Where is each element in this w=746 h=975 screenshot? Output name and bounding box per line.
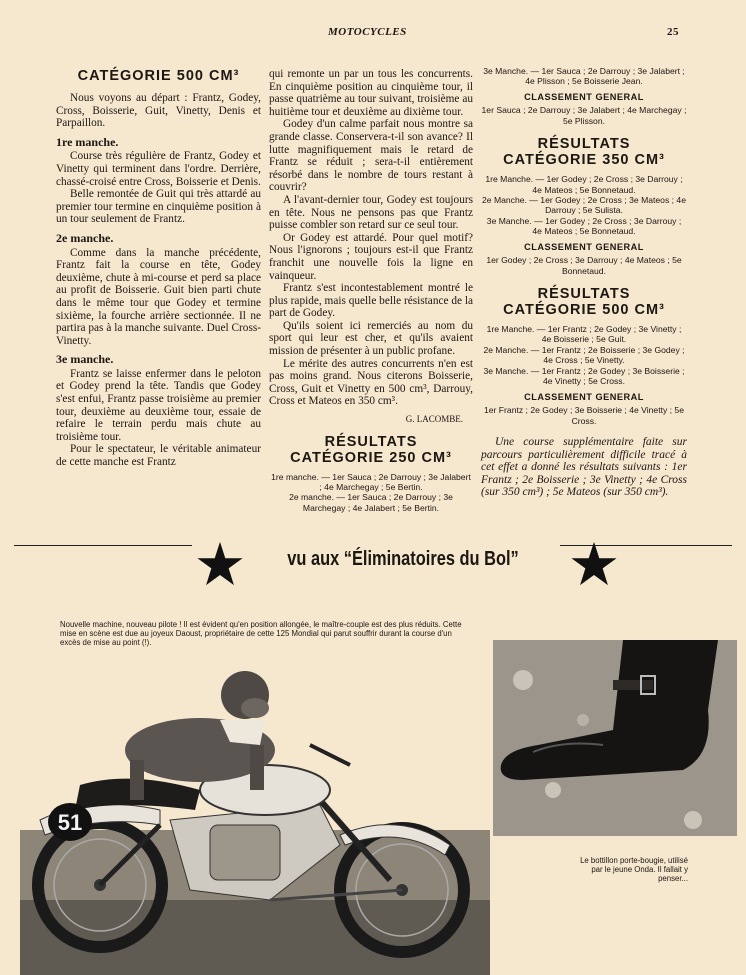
paragraph: Comme dans la manche précédente, Frantz fait la course en tête, Godey deuxième, chute à mi-course et perd sa place au profit de Boisserie. Guit bien parti chute dans le même tour que Godey et termine sixième, la fourche arrière sectionnée. Il ne partira pas à la manche suivante. Duel Cross-Vinetty. [56, 246, 261, 347]
paragraph: Or Godey est attardé. Pour quel motif? Nous l'ignorons ; toujours est-il que Frantz franchit une nouvelle fois la ligne en vainqueur. [269, 231, 473, 282]
column-3 [481, 66, 687, 499]
paragraph: Frantz s'est incontestablement montré le plus rapide, mais quelle belle résistance de la part de Godey. [269, 282, 473, 320]
section-title-500: CATÉGORIE 500 CM³ [77, 68, 240, 84]
extra-race-note: Une course supplémentaire faite sur parcours particulièrement difficile tracé à cet effet a donné les résultats suivants : 1er Frantz ; 2e Boisserie ; 3e Vinetty ; 4e Cross (sur 350 cm³) ; 5e Mateos (sur 350 cm³). [481, 435, 687, 499]
heading-manche-3: 3e manche. [56, 352, 114, 367]
column-1 [56, 68, 261, 469]
result-line: 1er Godey ; 2e Cross ; 3e Darrouy ; 4e Mateos ; 5e Bonnetaud. [486, 255, 682, 276]
paragraph: Pour le spectateur, le véritable animateur de cette manche est Frantz [56, 443, 261, 469]
result-line: 2e manche. — 1er Sauca ; 2e Darrouy ; 3e Marchegay ; 4e Jalabert ; 5e Bertin. [289, 492, 453, 513]
results-title-350: RÉSULTATS CATÉGORIE 350 CM³ [503, 136, 665, 169]
boot-photo [493, 640, 737, 836]
photo-caption-right: Le bottillon porte-bougie, utilisé par le jeune Onda. Il fallait y penser... [580, 856, 688, 883]
result-line: 1re manche. — 1er Sauca ; 2e Darrouy ; 3e Jalabert ; 4e Marchegay ; 5e Bertin. [271, 471, 471, 493]
result-line: 3e Manche. — 1er Godey ; 2e Cross ; 3e Darrouy ; 4e Mateos ; 5e Bonnetaud. [486, 215, 682, 237]
classement-general-heading: CLASSEMENT GENERAL [524, 91, 644, 102]
banner-rule-left [14, 545, 192, 546]
results-title-500: RÉSULTATS CATÉGORIE 500 CM³ [503, 286, 665, 319]
paragraph: qui remonte un par un tous les concurrents. En cinquième position au cinquième tour, il passe quatrième au tour suivant, troisième au huitième tour et deuxième au dixième tour. [269, 68, 473, 118]
running-header: MOTOCYCLES [328, 26, 407, 38]
paragraph: Qu'ils soient ici remerciés au nom du sport qui leur est cher, et qu'ils avaient mission de présenter à un public profane. [269, 319, 473, 358]
paragraph: Belle remontée de Guit qui très attardé au premier tour termine en cinquième position à un tour seulement de Frantz. [56, 188, 261, 226]
paragraph: Frantz se laisse enfermer dans le peloton et Godey prend la tête. Tandis que Godey s'est enfui, Frantz passe troisième au premier tour, deuxième au deuxième tour, essaie de refaire le terrain perdu mais chute au troisième tour. [56, 367, 261, 443]
paragraph: Le mérite des autres concurrents n'en est pas moins grand. Nous citerons Boisserie, Cross, Guit et Vinetty en 500 cm³, Darrouy, Cross et Mateos en 350 cm³. [269, 357, 473, 408]
heading-manche-1: 1re manche. [56, 134, 119, 149]
star-icon [570, 540, 618, 588]
result-line: 1re Manche. — 1er Godey ; 2e Cross ; 3e Darrouy ; 4e Mateos ; 5e Bonnetaud. [485, 174, 683, 195]
author-signature: G. LACOMBE. [405, 414, 463, 425]
photo-caption-left: Nouvelle machine, nouveau pilote ! Il est évident qu'en position allongée, le maître-couple est des plus réduits. Cette mise en scène est due au joyeux Daoust, propriétaire de cette 125 Mondial qui parut souffrir durant la course d'un excès de mise au point (!). [60, 620, 462, 647]
results-title-250: RÉSULTATS CATÉGORIE 250 CM³ [290, 433, 452, 466]
motorcycle-dog-photo [20, 650, 490, 975]
result-line: 1er Frantz ; 2e Godey ; 3e Boisserie ; 4e Vinetty ; 5e Cross. [484, 405, 684, 426]
result-line: 1er Sauca ; 2e Darrouy ; 3e Jalabert ; 4e Marchegay ; 5e Plisson. [481, 105, 687, 126]
heading-manche-2: 2e manche. [56, 230, 114, 245]
result-line: 1re Manche. — 1er Frantz ; 2e Godey ; 3e Vinetty ; 4e Boisserie ; 5e Guit. [486, 324, 682, 345]
column-2 [269, 68, 473, 513]
star-icon [196, 540, 244, 588]
result-line: 3e Manche. — 1er Sauca ; 2e Darrouy ; 3e Jalabert ; 4e Plisson ; 5e Boisserie Jean. [483, 66, 685, 87]
banner-title: vu aux “Éliminatoires du Bol” [287, 548, 519, 570]
classement-general-heading: CLASSEMENT GENERAL [524, 391, 644, 402]
result-line: 3e Manche. — 1er Frantz ; 2e Godey ; 3e Boisserie ; 4e Vinetty ; 5e Cross. [483, 365, 685, 387]
result-line: 2e Manche. — 1er Godey ; 2e Cross ; 3e Mateos ; 4e Darrouy ; 5e Sulista. [482, 195, 686, 216]
paragraph: Nous voyons au départ : Frantz, Godey, Cross, Boisserie, Guit, Vinetty, Denis et Parpaillon. [56, 92, 261, 130]
classement-general-heading: CLASSEMENT GENERAL [524, 241, 644, 252]
paragraph: Godey d'un calme parfait nous montre sa grande classe. Conservera-t-il son avance? Il lutte magnifiquement mais le retard de Frantz se réduit ; sera-t-il entièrement résorbé dans le nombre de tours restant à couvrir? [269, 118, 473, 194]
result-line: 2e Manche. — 1er Frantz ; 2e Boisserie ; 3e Godey ; 4e Cross ; 5e Vinetty. [483, 344, 685, 366]
paragraph: Course très régulière de Frantz, Godey et Vinetty qui terminent dans l'ordre. Derrière, chassé-croisé entre Cross, Boisserie et Denis. [56, 150, 261, 188]
paragraph: A l'avant-dernier tour, Godey est toujours en tête. Nous ne pensons pas que Frantz puisse combler son retard sur ce seul tour. [269, 193, 473, 232]
bike-number: 51 [57, 810, 83, 835]
page-number: 25 [667, 26, 679, 38]
